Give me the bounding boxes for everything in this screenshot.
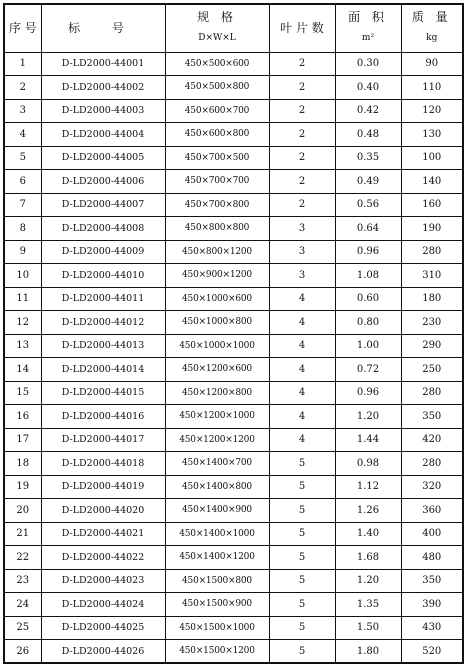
cell-area: 0.56	[335, 193, 401, 217]
table-row	[4, 52, 463, 76]
cell-seq: 11	[4, 287, 41, 311]
cell-area: 0.98	[335, 452, 401, 476]
cell-spec: 450×1400×700	[165, 452, 269, 476]
cell-code: D-LD2000-44005	[41, 146, 165, 170]
cell-area: 1.00	[335, 334, 401, 358]
table-row	[4, 311, 463, 335]
cell-blades: 2	[269, 76, 335, 100]
table-row	[4, 452, 463, 476]
cell-seq: 15	[4, 381, 41, 405]
cell-blades: 2	[269, 123, 335, 147]
cell-seq: 20	[4, 499, 41, 523]
table-body	[4, 52, 463, 663]
cell-area: 0.30	[335, 52, 401, 76]
table-row	[4, 264, 463, 288]
cell-area: 0.60	[335, 287, 401, 311]
table-row	[4, 593, 463, 617]
cell-code: D-LD2000-44010	[41, 264, 165, 288]
cell-blades: 5	[269, 452, 335, 476]
table-row	[4, 217, 463, 241]
cell-code: D-LD2000-44004	[41, 123, 165, 147]
cell-mass: 250	[401, 358, 463, 382]
cell-mass: 130	[401, 123, 463, 147]
table-row	[4, 499, 463, 523]
cell-code: D-LD2000-44013	[41, 334, 165, 358]
table-row	[4, 99, 463, 123]
cell-spec: 450×600×700	[165, 99, 269, 123]
cell-mass: 140	[401, 170, 463, 194]
cell-spec: 450×1400×900	[165, 499, 269, 523]
cell-spec: 450×1500×1000	[165, 616, 269, 640]
cell-code: D-LD2000-44007	[41, 193, 165, 217]
cell-area: 1.44	[335, 428, 401, 452]
cell-code: D-LD2000-44014	[41, 358, 165, 382]
table-row	[4, 146, 463, 170]
cell-blades: 3	[269, 240, 335, 264]
cell-spec: 450×1200×600	[165, 358, 269, 382]
cell-seq: 3	[4, 99, 41, 123]
cell-blades: 5	[269, 593, 335, 617]
cell-seq: 22	[4, 546, 41, 570]
cell-seq: 24	[4, 593, 41, 617]
header-mass-unit: kg	[426, 33, 438, 44]
cell-code: D-LD2000-44002	[41, 76, 165, 100]
cell-code: D-LD2000-44022	[41, 546, 165, 570]
cell-blades: 4	[269, 334, 335, 358]
cell-code: D-LD2000-44020	[41, 499, 165, 523]
header-area	[335, 4, 401, 52]
cell-spec: 450×700×500	[165, 146, 269, 170]
cell-seq: 9	[4, 240, 41, 264]
cell-code: D-LD2000-44024	[41, 593, 165, 617]
cell-spec: 450×500×800	[165, 76, 269, 100]
cell-blades: 4	[269, 381, 335, 405]
cell-spec: 450×700×700	[165, 170, 269, 194]
cell-code: D-LD2000-44017	[41, 428, 165, 452]
table-row	[4, 334, 463, 358]
header-code: 标 号	[41, 4, 165, 52]
cell-spec: 450×800×1200	[165, 240, 269, 264]
cell-spec: 450×1200×800	[165, 381, 269, 405]
cell-area: 1.12	[335, 475, 401, 499]
cell-area: 0.48	[335, 123, 401, 147]
cell-seq: 10	[4, 264, 41, 288]
cell-mass: 120	[401, 99, 463, 123]
cell-seq: 2	[4, 76, 41, 100]
cell-mass: 100	[401, 146, 463, 170]
cell-code: D-LD2000-44009	[41, 240, 165, 264]
cell-area: 1.20	[335, 405, 401, 429]
table-row	[4, 381, 463, 405]
cell-blades: 4	[269, 428, 335, 452]
cell-mass: 180	[401, 287, 463, 311]
cell-code: D-LD2000-44018	[41, 452, 165, 476]
table-row	[4, 287, 463, 311]
cell-code: D-LD2000-44003	[41, 99, 165, 123]
table-row	[4, 428, 463, 452]
cell-area: 1.20	[335, 569, 401, 593]
cell-blades: 2	[269, 193, 335, 217]
cell-spec: 450×500×600	[165, 52, 269, 76]
header-area-unit: m²	[361, 33, 375, 44]
header-spec-sub: D×W×L	[198, 33, 236, 44]
cell-area: 0.96	[335, 381, 401, 405]
cell-area: 0.35	[335, 146, 401, 170]
cell-mass: 110	[401, 76, 463, 100]
cell-area: 0.96	[335, 240, 401, 264]
cell-mass: 290	[401, 334, 463, 358]
cell-mass: 310	[401, 264, 463, 288]
cell-code: D-LD2000-44011	[41, 287, 165, 311]
cell-spec: 450×1500×800	[165, 569, 269, 593]
cell-seq: 18	[4, 452, 41, 476]
cell-code: D-LD2000-44015	[41, 381, 165, 405]
cell-spec: 450×1000×1000	[165, 334, 269, 358]
cell-mass: 190	[401, 217, 463, 241]
cell-blades: 2	[269, 170, 335, 194]
cell-spec: 450×600×800	[165, 123, 269, 147]
cell-spec: 450×900×1200	[165, 264, 269, 288]
cell-spec: 450×800×800	[165, 217, 269, 241]
cell-seq: 5	[4, 146, 41, 170]
header-mass	[401, 4, 463, 52]
cell-seq: 19	[4, 475, 41, 499]
cell-area: 0.72	[335, 358, 401, 382]
table-row	[4, 569, 463, 593]
cell-code: D-LD2000-44026	[41, 640, 165, 664]
cell-blades: 2	[269, 52, 335, 76]
cell-area: 1.40	[335, 522, 401, 546]
cell-seq: 26	[4, 640, 41, 664]
cell-area: 1.35	[335, 593, 401, 617]
cell-blades: 3	[269, 217, 335, 241]
cell-area: 0.49	[335, 170, 401, 194]
cell-code: D-LD2000-44023	[41, 569, 165, 593]
cell-code: D-LD2000-44001	[41, 52, 165, 76]
cell-blades: 5	[269, 616, 335, 640]
cell-code: D-LD2000-44021	[41, 522, 165, 546]
table-row	[4, 170, 463, 194]
header-area-label: 面 积	[348, 10, 388, 25]
table-row	[4, 240, 463, 264]
cell-spec: 450×700×800	[165, 193, 269, 217]
cell-blades: 4	[269, 287, 335, 311]
cell-seq: 14	[4, 358, 41, 382]
cell-code: D-LD2000-44012	[41, 311, 165, 335]
table-row	[4, 405, 463, 429]
cell-mass: 480	[401, 546, 463, 570]
cell-blades: 3	[269, 264, 335, 288]
cell-area: 0.80	[335, 311, 401, 335]
table-row	[4, 522, 463, 546]
cell-code: D-LD2000-44019	[41, 475, 165, 499]
cell-seq: 23	[4, 569, 41, 593]
cell-seq: 6	[4, 170, 41, 194]
spec-table-container	[3, 3, 464, 664]
table-row	[4, 616, 463, 640]
cell-mass: 350	[401, 405, 463, 429]
cell-mass: 280	[401, 240, 463, 264]
cell-area: 0.40	[335, 76, 401, 100]
cell-area: 0.64	[335, 217, 401, 241]
cell-seq: 17	[4, 428, 41, 452]
cell-blades: 5	[269, 640, 335, 664]
header-row	[4, 4, 463, 52]
cell-code: D-LD2000-44008	[41, 217, 165, 241]
table-row	[4, 123, 463, 147]
table-row	[4, 193, 463, 217]
cell-spec: 450×1500×900	[165, 593, 269, 617]
cell-spec: 450×1400×800	[165, 475, 269, 499]
cell-area: 1.68	[335, 546, 401, 570]
cell-blades: 2	[269, 99, 335, 123]
header-spec-label: 规 格	[197, 10, 237, 25]
table-header	[4, 4, 463, 52]
cell-mass: 320	[401, 475, 463, 499]
cell-seq: 13	[4, 334, 41, 358]
cell-seq: 25	[4, 616, 41, 640]
cell-blades: 5	[269, 475, 335, 499]
cell-code: D-LD2000-44025	[41, 616, 165, 640]
cell-seq: 12	[4, 311, 41, 335]
cell-mass: 280	[401, 381, 463, 405]
cell-spec: 450×1200×1000	[165, 405, 269, 429]
header-blades: 叶 片 数	[269, 4, 335, 52]
cell-area: 1.08	[335, 264, 401, 288]
cell-mass: 160	[401, 193, 463, 217]
cell-mass: 420	[401, 428, 463, 452]
cell-mass: 90	[401, 52, 463, 76]
cell-spec: 450×1500×1200	[165, 640, 269, 664]
cell-seq: 21	[4, 522, 41, 546]
cell-spec: 450×1400×1200	[165, 546, 269, 570]
cell-spec: 450×1000×600	[165, 287, 269, 311]
cell-blades: 2	[269, 146, 335, 170]
cell-mass: 520	[401, 640, 463, 664]
cell-mass: 400	[401, 522, 463, 546]
header-seq: 序 号	[4, 4, 41, 52]
cell-spec: 450×1400×1000	[165, 522, 269, 546]
cell-seq: 16	[4, 405, 41, 429]
cell-code: D-LD2000-44006	[41, 170, 165, 194]
cell-blades: 5	[269, 546, 335, 570]
cell-code: D-LD2000-44016	[41, 405, 165, 429]
table-row	[4, 475, 463, 499]
table-row	[4, 640, 463, 664]
cell-blades: 5	[269, 569, 335, 593]
table-row	[4, 358, 463, 382]
cell-mass: 430	[401, 616, 463, 640]
cell-area: 1.26	[335, 499, 401, 523]
cell-seq: 4	[4, 123, 41, 147]
spec-table	[3, 3, 464, 664]
cell-mass: 350	[401, 569, 463, 593]
table-row	[4, 546, 463, 570]
cell-mass: 360	[401, 499, 463, 523]
cell-mass: 390	[401, 593, 463, 617]
header-mass-label: 质 量	[411, 10, 452, 25]
cell-area: 0.42	[335, 99, 401, 123]
cell-blades: 5	[269, 499, 335, 523]
cell-mass: 230	[401, 311, 463, 335]
cell-blades: 4	[269, 311, 335, 335]
table-row	[4, 76, 463, 100]
cell-seq: 7	[4, 193, 41, 217]
cell-blades: 5	[269, 522, 335, 546]
cell-seq: 8	[4, 217, 41, 241]
cell-area: 1.80	[335, 640, 401, 664]
cell-blades: 4	[269, 405, 335, 429]
cell-spec: 450×1200×1200	[165, 428, 269, 452]
cell-spec: 450×1000×800	[165, 311, 269, 335]
cell-area: 1.50	[335, 616, 401, 640]
cell-blades: 4	[269, 358, 335, 382]
header-spec	[165, 4, 269, 52]
cell-seq: 1	[4, 52, 41, 76]
cell-mass: 280	[401, 452, 463, 476]
